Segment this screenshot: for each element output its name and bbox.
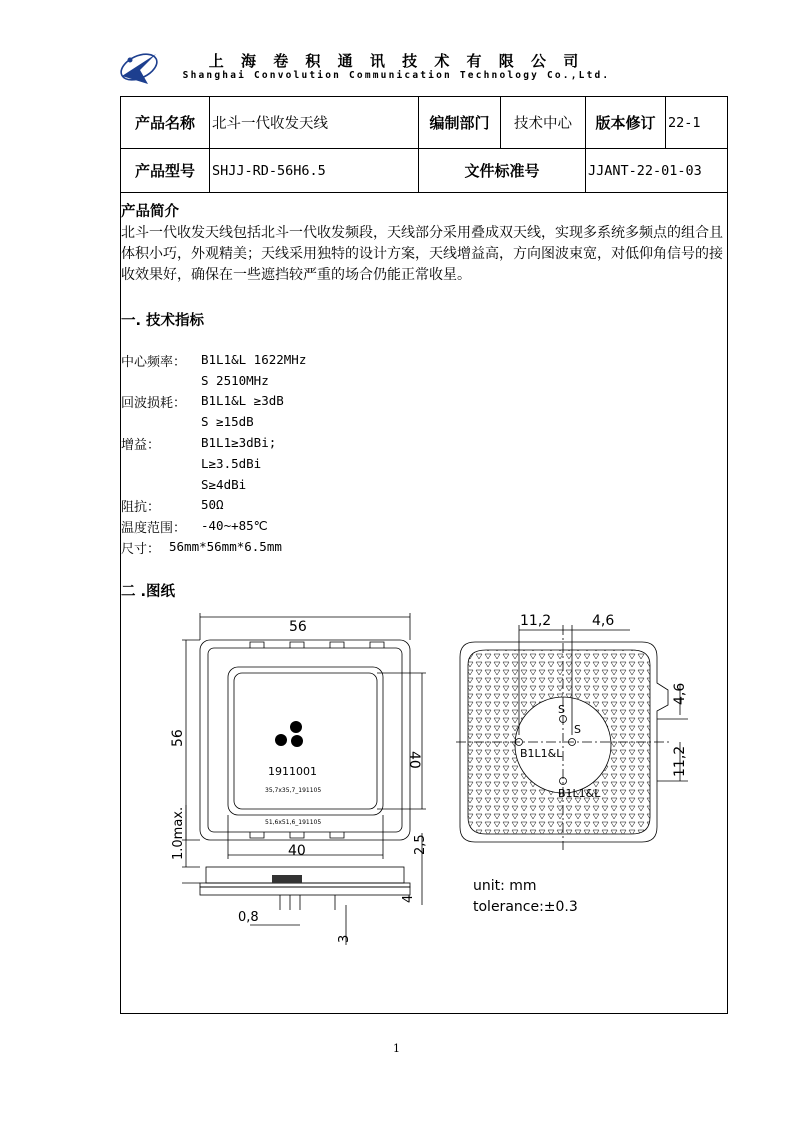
center-freq-value-2: S 2510MHz <box>201 373 269 388</box>
chip-id: 1911001 <box>268 765 317 778</box>
dept-label: 编制部门 <box>429 114 490 132</box>
dim-40-bottom: 40 <box>288 843 306 859</box>
feed-s-2: S <box>574 723 581 736</box>
dept-value: 技术中心 <box>514 116 572 132</box>
impedance-label: 阻抗： <box>121 500 161 515</box>
company-name-cn: 上 海 卷 积 通 讯 技 术 有 限 公 司 <box>208 52 585 70</box>
gain-value-3: S≥4dBi <box>201 477 247 492</box>
revision-value: 22-1 <box>668 114 701 131</box>
temp-label: 温度范围： <box>121 521 187 536</box>
feed-s-1: S <box>558 703 565 716</box>
table-divider <box>209 96 210 192</box>
intro-heading: 产品简介 <box>121 204 179 220</box>
inner-label: 35,7x35,7_191105 <box>265 787 322 794</box>
dim-0-8: 0,8 <box>238 910 259 925</box>
page-number: 1 <box>393 1042 400 1055</box>
return-loss-value-1: B1L1&L ≥3dB <box>201 393 284 408</box>
feed-b1l1-left: B1L1&L <box>520 747 563 760</box>
feed-b1l1-bottom: B1L1&L <box>558 787 601 800</box>
temp-value: -40~+85℃ <box>201 518 268 533</box>
intro-text: 北斗一代收发天线包括北斗一代收发频段，天线部分采用叠成双天线，实现多系统多频点的组合且体积小巧，外观精美；天线采用独特的设计方案，天线增益高，方向图波束宽，对低仰角信号的接收效果好，确保在一些遮挡较严重的场合仍能正常收星。 <box>121 225 723 283</box>
side-view <box>200 867 410 910</box>
dim-3: 3 <box>337 934 352 943</box>
doc-std-value: JJANT-22-01-03 <box>588 162 702 179</box>
model-value: SHJJ-RD-56H6.5 <box>212 162 326 179</box>
dim-1max: 1.0max. <box>171 806 186 860</box>
size-label: 尺寸： <box>121 542 161 557</box>
company-name-en: Shanghai Convolution Communication Technology Co.,Ltd. <box>182 70 611 81</box>
dim-2-5: 2,5 <box>413 834 428 855</box>
doc-std-label: 文件标准号 <box>464 162 540 180</box>
dim-11-2-top: 11,2 <box>520 613 552 629</box>
return-loss-value-2: S ≥15dB <box>201 414 254 429</box>
antenna-drawing <box>160 605 700 950</box>
model-label: 产品型号 <box>134 162 195 180</box>
dim-56-left: 56 <box>170 729 186 747</box>
impedance-value: 50Ω <box>201 497 224 512</box>
dim-4-6-top: 4,6 <box>592 613 615 629</box>
gain-value-2: L≥3.5dBi <box>201 456 262 471</box>
tolerance-label: tolerance:±0.3 <box>473 899 578 915</box>
center-freq-label: 中心频率： <box>121 355 187 370</box>
center-freq-value-1: B1L1&L 1622MHz <box>201 352 307 367</box>
dim-4-6-right: 4,6 <box>672 682 688 705</box>
dim-11-2-right: 11,2 <box>672 745 688 777</box>
dim-56-top: 56 <box>289 619 307 635</box>
table-divider <box>120 192 728 193</box>
revision-label: 版本修订 <box>595 114 656 132</box>
drawing-heading: 二 .图纸 <box>121 584 176 600</box>
unit-label: unit: mm <box>473 878 537 894</box>
top-view-outline <box>200 640 410 840</box>
dim-4: 4 <box>401 894 416 903</box>
return-loss-label: 回波损耗： <box>121 396 187 411</box>
table-divider <box>665 96 666 148</box>
gain-value-1: B1L1≥3dBi; <box>201 435 277 450</box>
gain-label: 增益： <box>121 438 161 453</box>
product-name-label: 产品名称 <box>134 114 195 132</box>
specs-heading: 一. 技术指标 <box>121 313 205 329</box>
size-value: 56mm*56mm*6.5mm <box>169 539 282 554</box>
product-name-value: 北斗一代收发天线 <box>212 116 328 132</box>
dim-40-right: 40 <box>406 751 422 769</box>
outer-label: 51,6x51,6_191105 <box>265 819 322 826</box>
